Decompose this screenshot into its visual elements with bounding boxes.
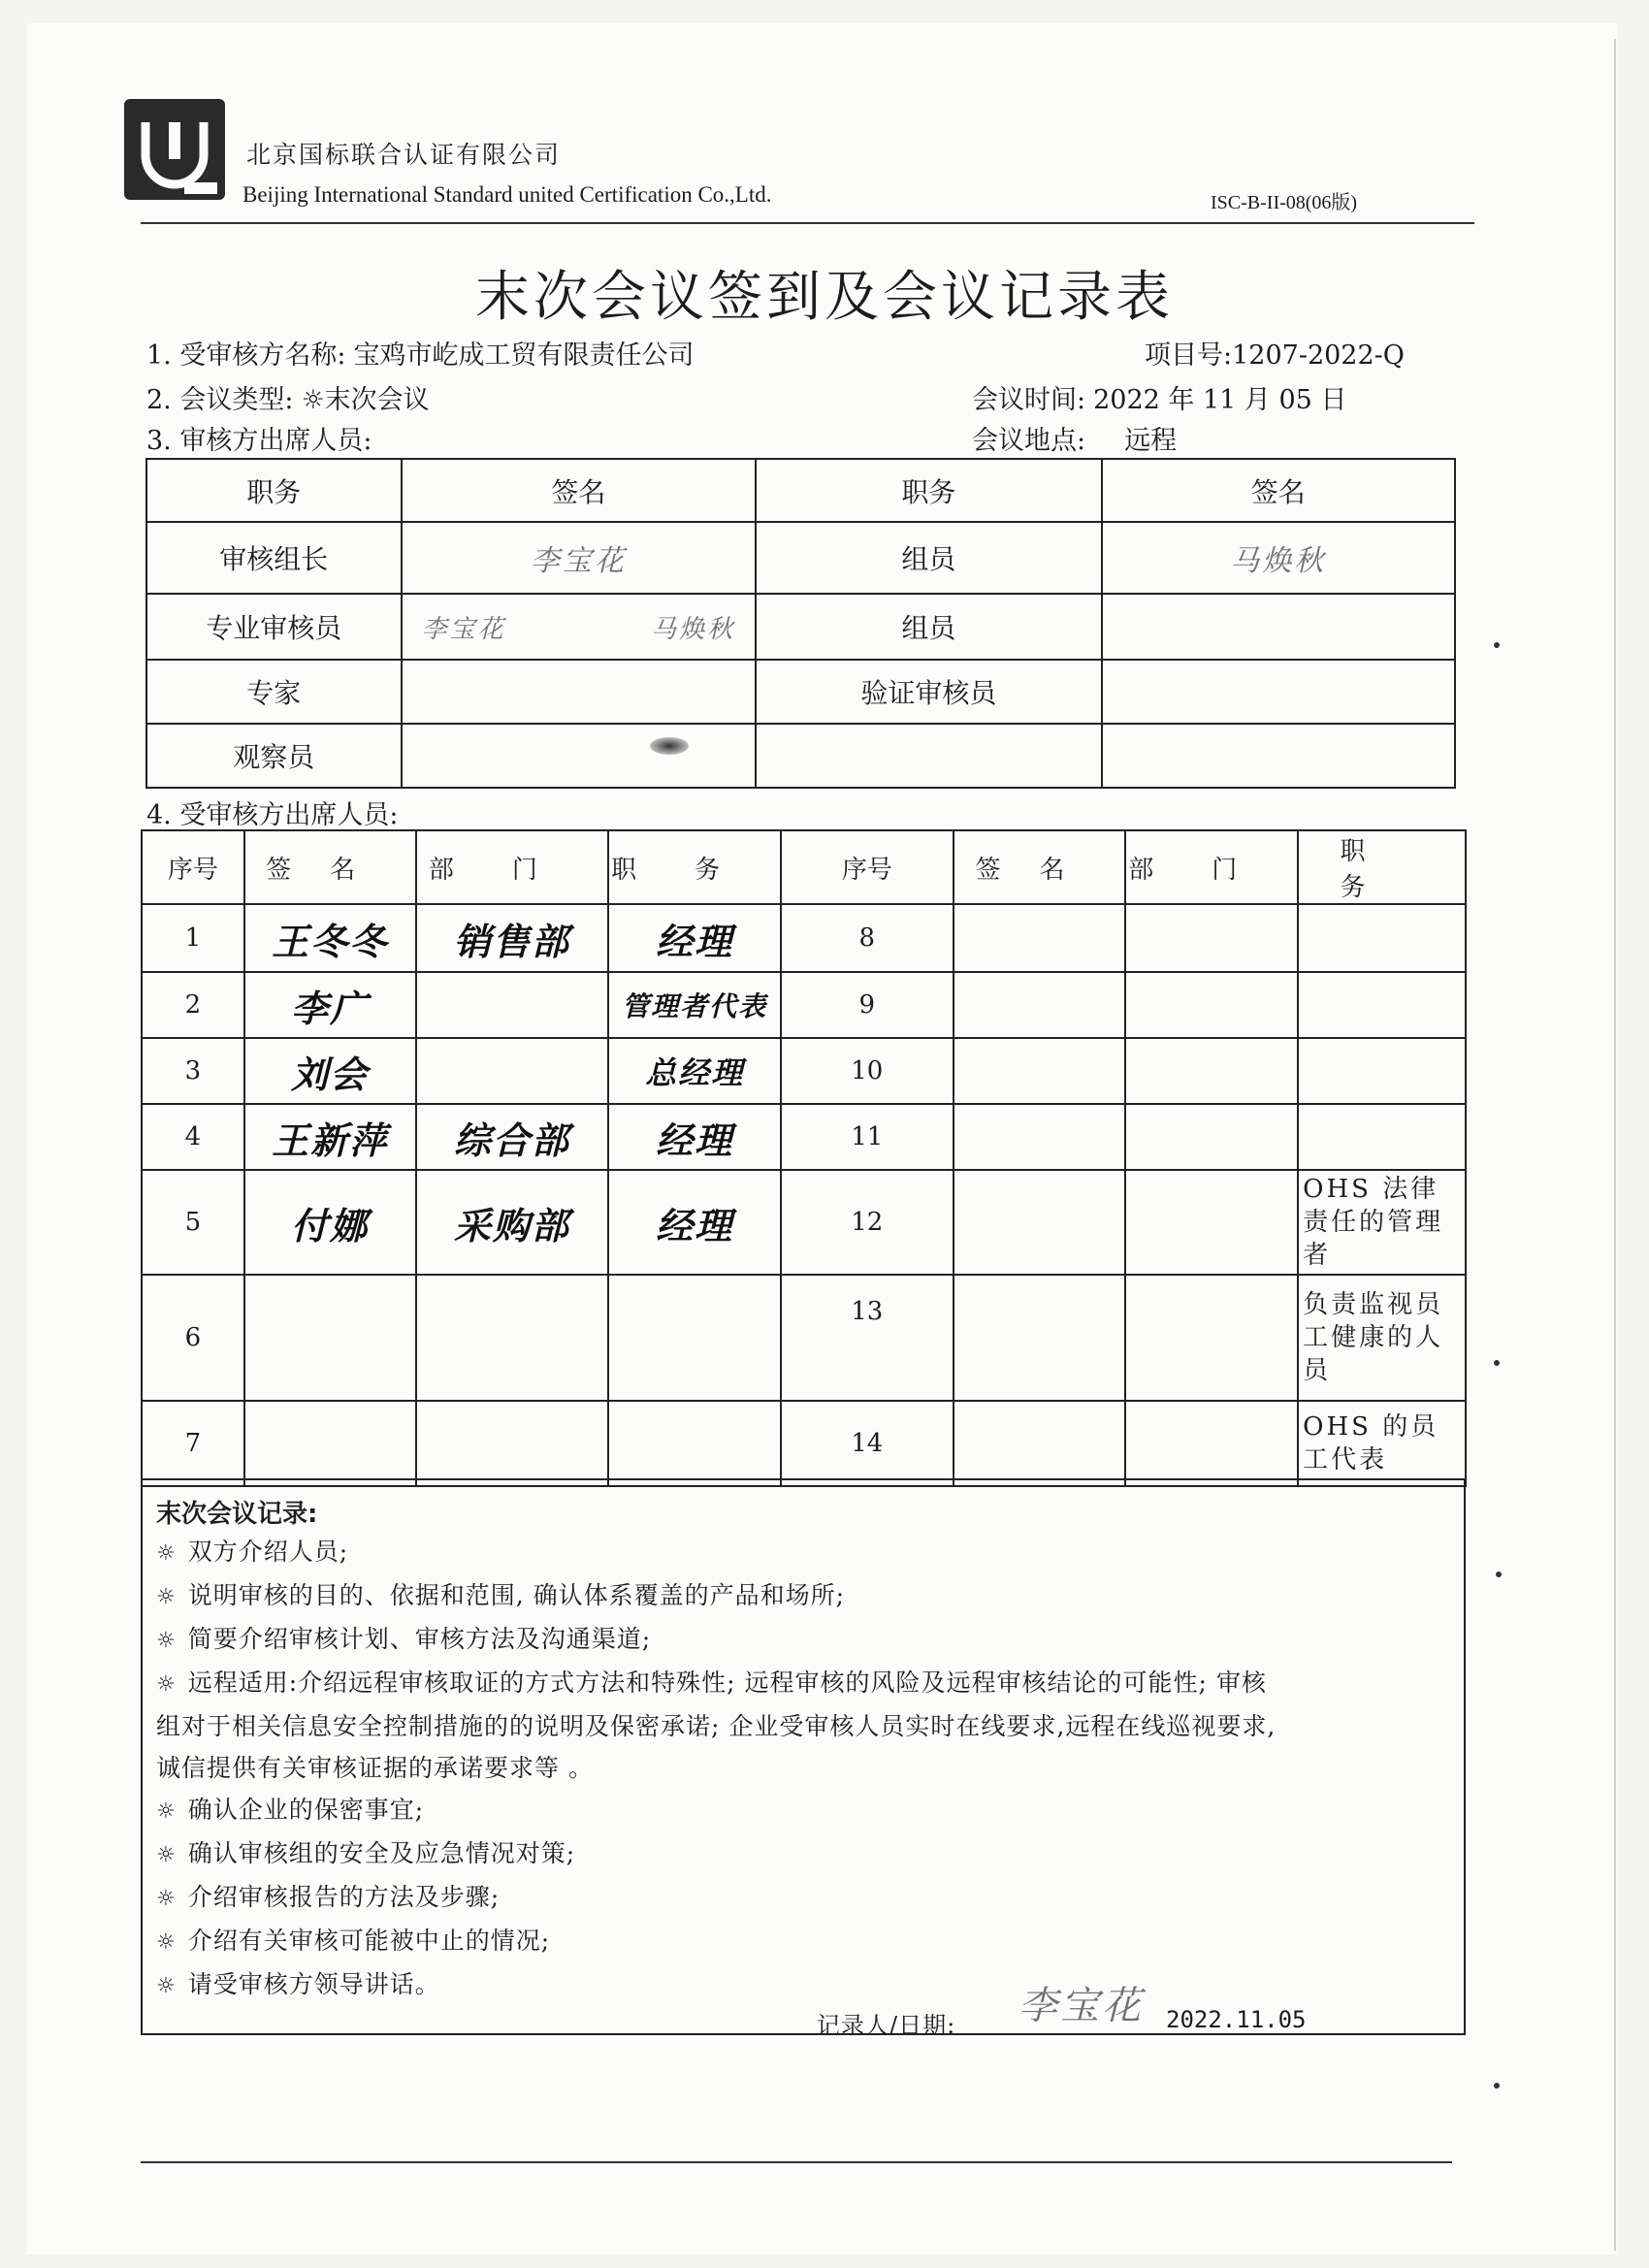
sign-cell [954, 1170, 1126, 1275]
recorder-label: 记录人/日期: [817, 2012, 956, 2039]
sign-cell [244, 1104, 416, 1170]
scan-edge [1614, 39, 1616, 2251]
project-label: 项目号: [1145, 340, 1233, 371]
title-cell [608, 1104, 781, 1170]
record-list [156, 1531, 1450, 2007]
sign-cell [244, 1170, 416, 1275]
title-cell [1298, 1104, 1466, 1170]
title-cell [608, 1170, 781, 1275]
sign-cell [954, 1038, 1126, 1104]
list-item: ☼ 介绍审核报告的方法及步骤; [156, 1876, 1450, 1920]
table-header-row [146, 459, 1455, 522]
row-no: 10 [781, 1038, 954, 1104]
dept-cell [416, 1275, 609, 1401]
role-cell: 专家 [146, 660, 402, 724]
title-cell [608, 1401, 781, 1486]
meeting-record-box [141, 1478, 1466, 2035]
table-row [146, 660, 1455, 724]
row-no: 12 [781, 1170, 954, 1275]
meeting-time-label: 会议时间: [972, 385, 1086, 415]
handwritten-signature: 李宝花 [530, 544, 627, 578]
row-no: 5 [142, 1170, 244, 1275]
dept-cell [416, 904, 609, 972]
table-row [146, 594, 1455, 660]
row-no: 1 [142, 904, 244, 972]
handwritten-signature: 王新萍 [272, 1118, 389, 1162]
recorder-date: 2022.11.05 [1166, 2006, 1307, 2033]
handwritten-title: 经理 [656, 1204, 734, 1247]
row-no: 6 [142, 1275, 244, 1401]
table-row [146, 724, 1455, 788]
auditee-attendees-label: 4. 受审核方出席人员: [146, 800, 399, 830]
footer-divider [141, 2161, 1452, 2163]
dept-cell [1125, 1104, 1298, 1170]
title-cell [608, 904, 781, 972]
dept-cell [416, 1401, 609, 1486]
scan-speck [1494, 1360, 1500, 1366]
table-row [142, 972, 1466, 1038]
ink-smudge [650, 737, 689, 755]
title-cell [1298, 972, 1466, 1038]
company-logo-icon [124, 99, 225, 200]
dept-cell [416, 1104, 609, 1170]
meeting-time-line [972, 378, 1346, 416]
scan-speck [1494, 2083, 1500, 2089]
handwritten-signature: 付娜 [291, 1204, 370, 1247]
title-cell [1298, 904, 1466, 972]
signature-cell [1102, 660, 1455, 724]
table-row [146, 522, 1455, 594]
signature-cell [1102, 594, 1455, 660]
row-no: 9 [781, 972, 954, 1038]
table-row [142, 1038, 1466, 1104]
role-cell: 专业审核员 [146, 594, 402, 660]
dept-cell [416, 972, 609, 1038]
table-row [142, 1275, 1466, 1401]
meeting-type-line [146, 378, 430, 416]
handwritten-title: 管理者代表 [622, 990, 768, 1022]
header-sign: 签名 [954, 830, 1126, 904]
list-item: ☼ 请受审核方领导讲话。 [156, 1963, 1450, 2007]
role-note: OHS 的员工代表 [1298, 1401, 1466, 1486]
handwritten-signature: 刘会 [291, 1053, 370, 1096]
dept-cell [416, 1038, 609, 1104]
project-value: 1207-2022-Q [1232, 340, 1405, 371]
row-no: 4 [142, 1104, 244, 1170]
recorder-signature: 李宝花 [1018, 1984, 1144, 2028]
scan-speck [1494, 642, 1500, 648]
handwritten-title: 经理 [656, 1118, 734, 1162]
list-item: ☼ 简要介绍审核计划、审核方法及沟通渠道; [156, 1618, 1450, 1662]
dept-cell [1125, 904, 1298, 972]
list-item: ☼ 介绍有关审核可能被中止的情况; [156, 1920, 1450, 1963]
meeting-time-value: 2022 年 11 月 05 日 [1093, 385, 1347, 415]
signature-cell [1102, 724, 1455, 788]
header-divider [141, 222, 1474, 224]
handwritten-signature: 李广 [291, 987, 370, 1030]
title-cell [608, 1038, 781, 1104]
header-signature: 签名 [1102, 459, 1455, 522]
signature-cell [402, 594, 757, 660]
company-name-en: Beijing International Standard united Certification Co.,Ltd. [242, 182, 772, 207]
role-cell: 组员 [756, 522, 1101, 594]
page-title: 末次会议签到及会议记录表 [475, 266, 1174, 329]
signature-cell [402, 660, 757, 724]
list-item: ☼ 说明审核的目的、依据和范围, 确认体系覆盖的产品和场所; [156, 1574, 1450, 1618]
sign-cell [244, 1401, 416, 1486]
handwritten-dept: 采购部 [453, 1204, 570, 1247]
list-item-continuation: 组对于相关信息安全控制措施的的说明及保密承诺; 企业受审核人员实时在线要求,远程在线巡视要求, [156, 1712, 1277, 1740]
list-item: ☼ 双方介绍人员; [156, 1531, 1450, 1574]
sign-cell [244, 904, 416, 972]
dept-cell [1125, 1401, 1298, 1486]
handwritten-signature: 马焕秋 [651, 614, 736, 644]
handwritten-signature: 王冬冬 [272, 920, 389, 963]
row-no: 13 [781, 1275, 954, 1401]
sign-cell [954, 1401, 1126, 1486]
meeting-place-value: 远程 [1124, 426, 1178, 456]
role-note: 负责监视员工健康的人员 [1298, 1275, 1466, 1401]
title-cell [1298, 1038, 1466, 1104]
table-row [142, 904, 1466, 972]
role-cell: 验证审核员 [756, 660, 1101, 724]
sign-cell [244, 972, 416, 1038]
meeting-place-label: 会议地点: [972, 426, 1086, 456]
auditor-attendees-label: 3. 审核方出席人员: [146, 426, 372, 456]
header-dept: 部门 [416, 830, 609, 904]
title-cell [608, 1275, 781, 1401]
sign-cell [954, 1275, 1126, 1401]
handwritten-title: 经理 [656, 920, 734, 963]
dept-cell [1125, 1275, 1298, 1401]
handwritten-title: 总经理 [645, 1054, 745, 1091]
title-cell [608, 972, 781, 1038]
list-item: ☼ 远程适用:介绍远程审核取证的方式方法和特殊性; 远程审核的风险及远程审核结论的可能性; 审核 [156, 1662, 1450, 1705]
handwritten-dept: 综合部 [453, 1118, 570, 1162]
row-no: 11 [781, 1104, 954, 1170]
header-role: 职务 [146, 459, 402, 522]
meeting-type-value: ☼末次会议 [301, 385, 430, 415]
scan-speck [1496, 1571, 1502, 1577]
auditee-name-value: 宝鸡市屹成工贸有限责任公司 [353, 340, 695, 371]
sign-cell [244, 1038, 416, 1104]
dept-cell [1125, 1038, 1298, 1104]
record-heading: 末次会议记录: [156, 1500, 318, 1529]
list-item: ☼ 确认审核组的安全及应急情况对策; [156, 1832, 1450, 1876]
role-cell: 观察员 [146, 724, 402, 788]
sign-cell [954, 904, 1126, 972]
row-no: 14 [781, 1401, 954, 1486]
table-row [142, 1401, 1466, 1486]
handwritten-signature: 马焕秋 [1230, 544, 1327, 578]
dept-cell [1125, 1170, 1298, 1275]
handwritten-signature: 李宝花 [421, 614, 506, 644]
row-no: 3 [142, 1038, 244, 1104]
company-name-cn: 北京国标联合认证有限公司 [246, 141, 562, 169]
row-no: 8 [781, 904, 954, 972]
row-no: 7 [142, 1401, 244, 1486]
auditee-attendance-table [141, 829, 1467, 1487]
handwritten-dept: 销售部 [453, 920, 570, 963]
sign-cell [954, 972, 1126, 1038]
signature-cell [402, 724, 757, 788]
header-no: 序号 [781, 830, 954, 904]
list-item: ☼ 确认企业的保密事宜; [156, 1789, 1450, 1832]
dept-cell [1125, 972, 1298, 1038]
auditor-attendance-table [146, 458, 1456, 789]
header-title: 职务 [608, 830, 781, 904]
header-dept: 部门 [1125, 830, 1298, 904]
header-signature: 签名 [402, 459, 757, 522]
role-cell [756, 724, 1101, 788]
project-line [1145, 334, 1405, 372]
signature-cell [1102, 522, 1455, 594]
signature-cell [402, 522, 757, 594]
auditee-name-label: 1. 受审核方名称: [146, 340, 346, 371]
sign-cell [244, 1275, 416, 1401]
table-header-row [142, 830, 1466, 904]
meeting-type-label: 2. 会议类型: [146, 385, 294, 415]
table-row [142, 1170, 1466, 1275]
table-row [142, 1104, 1466, 1170]
header-no: 序号 [142, 830, 244, 904]
dept-cell [416, 1170, 609, 1275]
role-cell: 组员 [756, 594, 1101, 660]
form-code: ISC-B-II-08(06版) [1211, 192, 1358, 213]
header-sign: 签名 [244, 830, 416, 904]
row-no: 2 [142, 972, 244, 1038]
header-title: 职务 [1298, 830, 1466, 904]
list-item-continuation: 诚信提供有关审核证据的承诺要求等 。 [156, 1754, 594, 1782]
header-role: 职务 [756, 459, 1101, 522]
meeting-place-line [972, 419, 1177, 457]
auditee-name-line [146, 334, 694, 372]
role-cell: 审核组长 [146, 522, 402, 594]
role-note: OHS 法律责任的管理者 [1298, 1170, 1466, 1275]
sign-cell [954, 1104, 1126, 1170]
